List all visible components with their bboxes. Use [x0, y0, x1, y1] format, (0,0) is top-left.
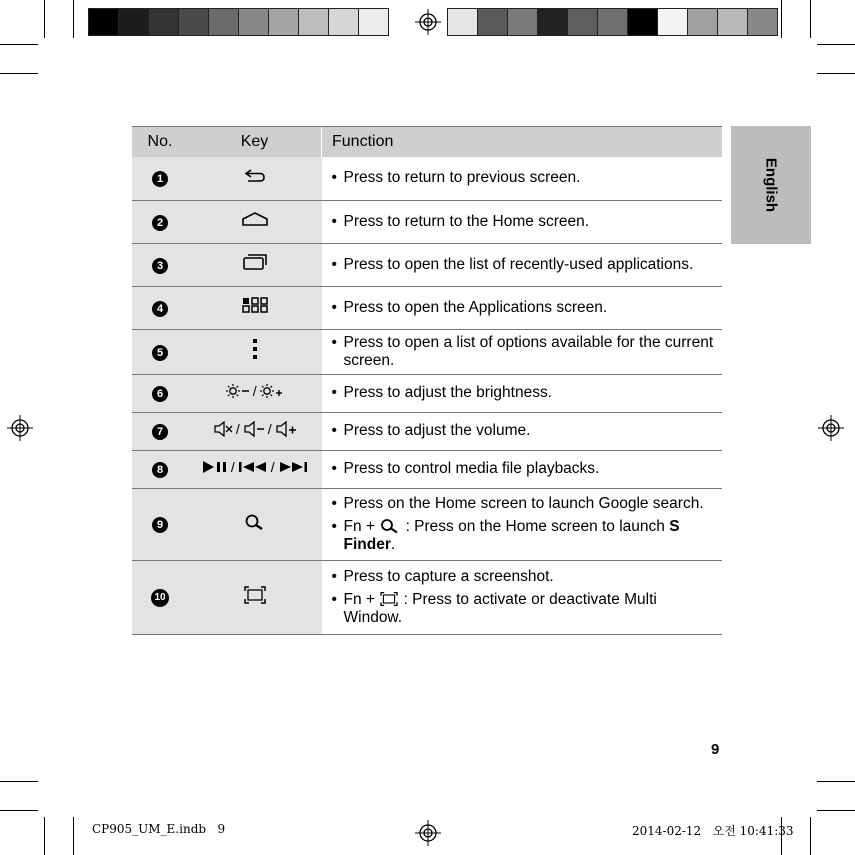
- header-function: Function: [322, 127, 723, 158]
- table-row: 9 • Press on the Home screen to launch Google search. • Fn + : Press on the Home screen to launch S Finder.: [132, 488, 722, 560]
- key-separator: /: [230, 459, 235, 475]
- fn-suffix: : Press on the Home screen to launch: [401, 517, 670, 535]
- function-text-combo: [344, 591, 719, 627]
- fn-prefix: Fn +: [343, 590, 380, 608]
- page-number: 9: [711, 741, 720, 758]
- crop-mark: [817, 44, 855, 45]
- fn-prefix: Fn +: [343, 517, 380, 535]
- function-text: Press to return to the Home screen.: [343, 212, 590, 230]
- mute-icon: [213, 421, 233, 437]
- registration-mark-icon: [7, 415, 33, 441]
- search-icon: [244, 513, 266, 531]
- table-row: 5 • Press to open a list of options available for the current screen.: [132, 329, 722, 374]
- color-swatch: [657, 8, 688, 36]
- color-swatch: [597, 8, 628, 36]
- crop-mark: [44, 0, 45, 38]
- color-swatch: [717, 8, 748, 36]
- function-text: Press on the Home screen to launch Google search.: [343, 494, 704, 512]
- color-swatch: [148, 8, 179, 36]
- color-swatch: [238, 8, 269, 36]
- crop-mark: [73, 0, 74, 38]
- row-number: 9: [152, 517, 168, 533]
- color-swatch: [178, 8, 209, 36]
- key-function-table: [132, 126, 722, 635]
- search-icon: [379, 518, 401, 534]
- function-text: Press to adjust the brightness.: [343, 384, 553, 401]
- media-keys: [202, 459, 308, 475]
- color-swatch: [298, 8, 329, 36]
- row-number: 3: [152, 258, 168, 274]
- table-row: 2 • Press to return to the Home screen.: [132, 200, 722, 243]
- function-text: Press to control media file playbacks.: [343, 460, 600, 477]
- function-text: Press to capture a screenshot.: [343, 567, 554, 585]
- crop-mark: [0, 810, 38, 811]
- color-swatch: [627, 8, 658, 36]
- color-swatch: [567, 8, 598, 36]
- row-number: 2: [152, 215, 168, 231]
- color-swatch: [687, 8, 718, 36]
- color-swatch: [747, 8, 778, 36]
- back-icon: [243, 168, 267, 184]
- table-row: 10 • Press to capture a screenshot. • Fn + : Press to activate or deactivate Multi Window.: [132, 560, 722, 634]
- crop-mark: [0, 44, 38, 45]
- fn-end: .: [390, 535, 396, 553]
- color-swatch: [208, 8, 239, 36]
- play-pause-icon: [202, 460, 228, 474]
- footer-file-info: CP905_UM_E.indb 9: [92, 822, 226, 836]
- key-separator: /: [235, 420, 240, 437]
- footer-timestamp: 2014-02-12 오전 10:41:33: [632, 824, 794, 838]
- brightness-keys: [226, 383, 284, 399]
- table-row: 4 • Press to open the Applications screen.: [132, 286, 722, 329]
- row-number: 6: [152, 386, 168, 402]
- table-row: 3 • Press to open the list of recently-used applications.: [132, 243, 722, 286]
- color-swatch: [358, 8, 389, 36]
- row-number: 1: [152, 171, 168, 187]
- crop-mark: [0, 781, 38, 782]
- key-separator: /: [270, 459, 275, 475]
- crop-mark: [781, 0, 782, 38]
- row-number: 7: [152, 424, 168, 440]
- row-number: 5: [152, 345, 168, 361]
- apps-grid-icon: [242, 297, 268, 313]
- crop-mark: [810, 817, 811, 855]
- registration-mark-icon: [818, 415, 844, 441]
- function-text-combo: [344, 518, 719, 554]
- table-row: 6 / • Press to adjust the brightness.: [132, 374, 722, 412]
- table-row: 7 / / • Press to adjust the volume.: [132, 412, 722, 450]
- next-track-icon: [278, 460, 308, 474]
- crop-mark: [0, 73, 38, 74]
- row-number: 4: [152, 301, 168, 317]
- color-swatch: [507, 8, 538, 36]
- color-swatch: [88, 8, 119, 36]
- table-row: 1 • Press to return to previous screen.: [132, 157, 722, 200]
- color-bar-right: [447, 8, 777, 36]
- screenshot-icon: [243, 585, 267, 605]
- color-swatch: [118, 8, 149, 36]
- volume-up-icon: [275, 421, 297, 437]
- row-number: 10: [151, 589, 169, 607]
- screenshot-icon: [379, 591, 399, 607]
- previous-track-icon: [238, 460, 268, 474]
- volume-keys: [213, 421, 297, 437]
- registration-mark-icon: [415, 9, 441, 35]
- volume-down-icon: [243, 421, 265, 437]
- brightness-up-icon: [260, 383, 284, 399]
- function-text: Press to open the Applications screen.: [343, 298, 608, 316]
- brightness-down-icon: [226, 383, 250, 399]
- row-number: 8: [152, 462, 168, 478]
- crop-mark: [817, 781, 855, 782]
- key-separator: /: [252, 382, 257, 399]
- crop-mark: [810, 0, 811, 38]
- crop-mark: [44, 817, 45, 855]
- function-text: Press to open a list of options available for the current screen.: [343, 333, 714, 369]
- home-icon: [241, 211, 269, 227]
- crop-mark: [817, 73, 855, 74]
- function-text: Press to open the list of recently-used applications.: [343, 255, 694, 273]
- color-bar-left: [88, 8, 388, 36]
- s-finder-label: S Finder: [343, 517, 680, 553]
- registration-mark-icon: [415, 820, 441, 846]
- color-swatch: [477, 8, 508, 36]
- language-tab: [731, 126, 811, 244]
- color-swatch: [537, 8, 568, 36]
- crop-mark: [817, 810, 855, 811]
- recent-apps-icon: [242, 253, 268, 271]
- crop-mark: [73, 817, 74, 855]
- function-text: Press to return to previous screen.: [343, 169, 581, 187]
- color-swatch: [447, 8, 478, 36]
- color-swatch: [328, 8, 359, 36]
- color-swatch: [268, 8, 299, 36]
- menu-dots-icon: [251, 338, 259, 360]
- key-separator: /: [267, 420, 272, 437]
- function-text: Press to adjust the volume.: [343, 422, 531, 439]
- header-key: Key: [188, 127, 322, 158]
- fn-suffix: : Press to activate or deactivate Multi Window.: [343, 590, 657, 626]
- header-no: No.: [132, 127, 188, 158]
- language-tab-label: English: [762, 157, 780, 213]
- table-row: 8 / / • Press to control media file playbacks.: [132, 450, 722, 488]
